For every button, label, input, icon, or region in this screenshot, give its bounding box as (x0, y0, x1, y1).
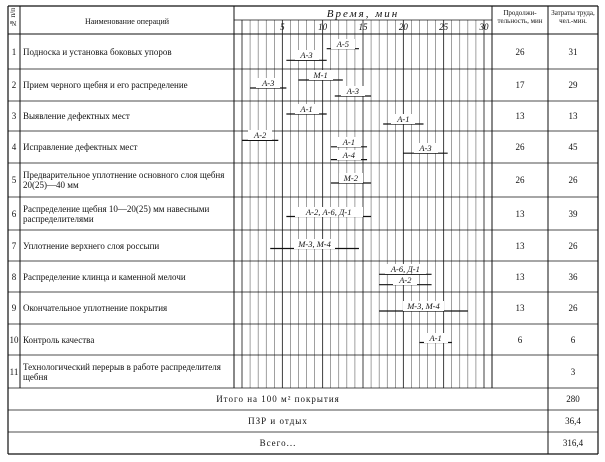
gantt-bar-label: А-3 (414, 143, 438, 153)
duration-value: 13 (515, 271, 525, 282)
operation-name: Исправление дефектных мест (23, 142, 138, 152)
time-tick-label: 10 (318, 22, 328, 32)
duration-value: 26 (515, 46, 525, 57)
labor-value: 45 (568, 142, 578, 152)
labor-value: 26 (568, 303, 578, 313)
row-number: 3 (11, 111, 17, 121)
gantt-bar-label: А-1 (391, 114, 415, 124)
row-number: 7 (11, 240, 17, 251)
labor-value: 6 (570, 334, 576, 345)
operation-name: Распределение щебня 10—20(25) мм навесными распределителями (23, 203, 210, 224)
time-column-header: Время, мин (326, 8, 400, 20)
total-value: 316,4 (562, 438, 584, 448)
gantt-bar-label: А-2 (393, 275, 417, 285)
duration-column-header: Продолжи-тельность, мин (497, 9, 543, 25)
gantt-bar-label: А-3 (295, 50, 319, 60)
num-column-header: № п/п (9, 8, 17, 28)
operation-name: Выявление дефектных мест (23, 111, 130, 121)
operation-name: Уплотнение верхнего слоя россыпи (23, 240, 160, 251)
labor-column-header: Затраты труда, чел.-мин. (551, 9, 595, 25)
gantt-bar-label: А-6, Д-1 (385, 264, 427, 274)
total-value: 36,4 (565, 416, 581, 426)
row-number: 2 (11, 80, 17, 90)
gantt-bar-label: А-2 (248, 130, 272, 140)
time-tick-label: 30 (479, 22, 489, 32)
duration-value: 26 (515, 175, 525, 185)
time-tick-label: 25 (439, 22, 449, 32)
row-number: 11 (9, 366, 19, 377)
gantt-bar-label: А-3 (341, 86, 365, 96)
operation-name: Распределение клинца и каменной мелочи (23, 271, 186, 282)
row-number: 6 (11, 208, 17, 219)
row-number: 10 (9, 334, 19, 345)
operation-name: Подноска и установка боковых упоров (23, 46, 172, 57)
duration-value: 13 (515, 240, 525, 251)
gantt-bar-label: М-3, М-4 (403, 301, 445, 311)
time-tick-label: 15 (358, 22, 368, 32)
gantt-bar-label: М-3, М-4 (294, 239, 336, 249)
gantt-bar-label: М-2 (339, 173, 363, 183)
time-tick-label: 20 (398, 22, 408, 32)
duration-value: 17 (515, 80, 525, 90)
row-number: 5 (11, 175, 17, 185)
gantt-bar-label: А-1 (337, 137, 361, 147)
operation-name: Окончательное уплотнение покрытия (23, 303, 168, 313)
total-label: ПЗР и отдых (248, 416, 308, 426)
duration-value: 13 (515, 303, 525, 313)
duration-value: 26 (515, 142, 525, 152)
gantt-bar-label: А-4 (337, 150, 361, 160)
labor-value: 31 (568, 46, 578, 57)
row-number: 4 (11, 142, 17, 152)
operation-name: Технологический перерыв в работе распределителя щебня (23, 361, 221, 382)
total-label: Итого на 100 м² покрытия (216, 394, 340, 404)
name-column-header: Наименование операций (84, 17, 170, 26)
gantt-bar-label: А-2, А-6, Д-1 (295, 207, 363, 217)
duration-value: 13 (515, 111, 525, 121)
total-label: Всего... (259, 438, 297, 448)
row-number: 1 (11, 46, 17, 57)
labor-value: 26 (568, 240, 578, 251)
labor-value: 39 (568, 208, 578, 219)
gantt-bar-label: А-5 (331, 39, 355, 49)
operation-name: Контроль качества (23, 334, 95, 345)
labor-value: 36 (568, 271, 578, 282)
gantt-bar-label: А-1 (424, 333, 448, 343)
duration-value: 13 (515, 208, 525, 219)
gantt-bar-label: А-3 (256, 78, 280, 88)
labor-value: 3 (570, 366, 576, 377)
labor-value: 13 (568, 111, 578, 121)
gantt-bar-label: М-1 (309, 70, 333, 80)
time-tick-label: 5 (280, 22, 285, 32)
row-number: 9 (11, 303, 17, 313)
labor-value: 29 (568, 80, 578, 90)
row-number: 8 (11, 271, 17, 282)
gantt-bar-label: А-1 (295, 104, 319, 114)
operation-name: Прием черного щебня и его распределение (23, 80, 188, 90)
labor-value: 26 (568, 175, 578, 185)
operation-name: Предварительное уплотнение основного слоя щебня 20(25)—40 мм (23, 170, 225, 190)
duration-value: 6 (517, 334, 523, 345)
total-value: 280 (566, 394, 580, 404)
